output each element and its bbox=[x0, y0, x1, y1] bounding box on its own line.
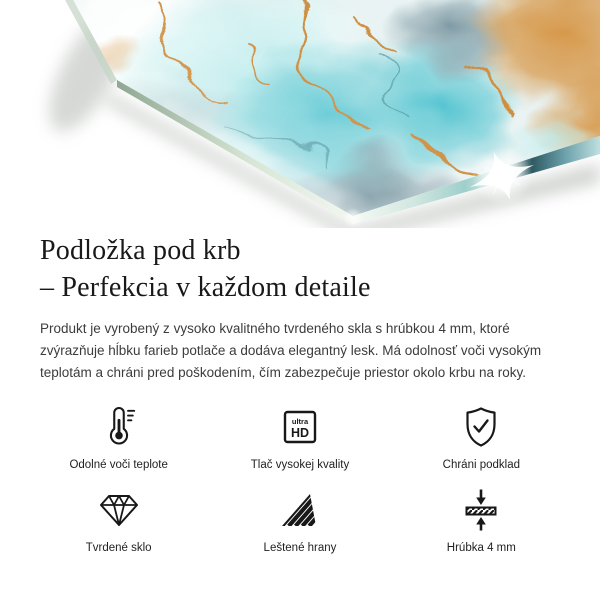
feature-protects-floor bbox=[391, 404, 572, 471]
feature-print-quality bbox=[209, 404, 390, 471]
feature-label: Chráni podklad bbox=[442, 459, 520, 471]
svg-text:HD: HD bbox=[290, 426, 310, 440]
feature-label: Tlač vysokej kvality bbox=[250, 459, 350, 471]
shield-check-icon bbox=[461, 404, 501, 450]
diamond-icon bbox=[97, 487, 141, 533]
page-title-line1: Podložka pod krb bbox=[40, 235, 241, 266]
feature-heat-resistant bbox=[28, 404, 209, 471]
ultra-hd-icon bbox=[280, 404, 320, 450]
product-image bbox=[0, 0, 600, 228]
feature-label: Tvrdené sklo bbox=[85, 542, 152, 554]
feature-polished-edges bbox=[209, 487, 390, 554]
page-title-line2: – Perfekcia v každom detaile bbox=[40, 272, 371, 303]
feature-label: Leštené hrany bbox=[263, 542, 337, 554]
feature-tempered-glass bbox=[28, 487, 209, 554]
corner-glint bbox=[343, 208, 363, 228]
glass-panel-artwork bbox=[0, 0, 600, 228]
product-description: Produkt je vyrobený z vysoko kvalitného tvrdeného skla s hrúbkou 4 mm, ktoré zvýrazňuje hĺbku farieb potlače a dodáva elegantný lesk. Má odolnosť voči vysokým teplotám a chráni pred poškodením, čím zabezpečuje priestor okolo krbu na roky. bbox=[40, 321, 542, 380]
thermometer-icon bbox=[100, 404, 138, 450]
svg-text:ultra: ultra bbox=[291, 417, 309, 426]
feature-grid bbox=[28, 404, 572, 554]
feature-thickness bbox=[391, 487, 572, 554]
feature-label: Hrúbka 4 mm bbox=[446, 542, 516, 554]
feature-label: Odolné voči teplote bbox=[69, 459, 168, 471]
thickness-icon bbox=[461, 487, 501, 533]
page-title bbox=[40, 232, 560, 306]
polished-edges-icon bbox=[280, 487, 320, 533]
